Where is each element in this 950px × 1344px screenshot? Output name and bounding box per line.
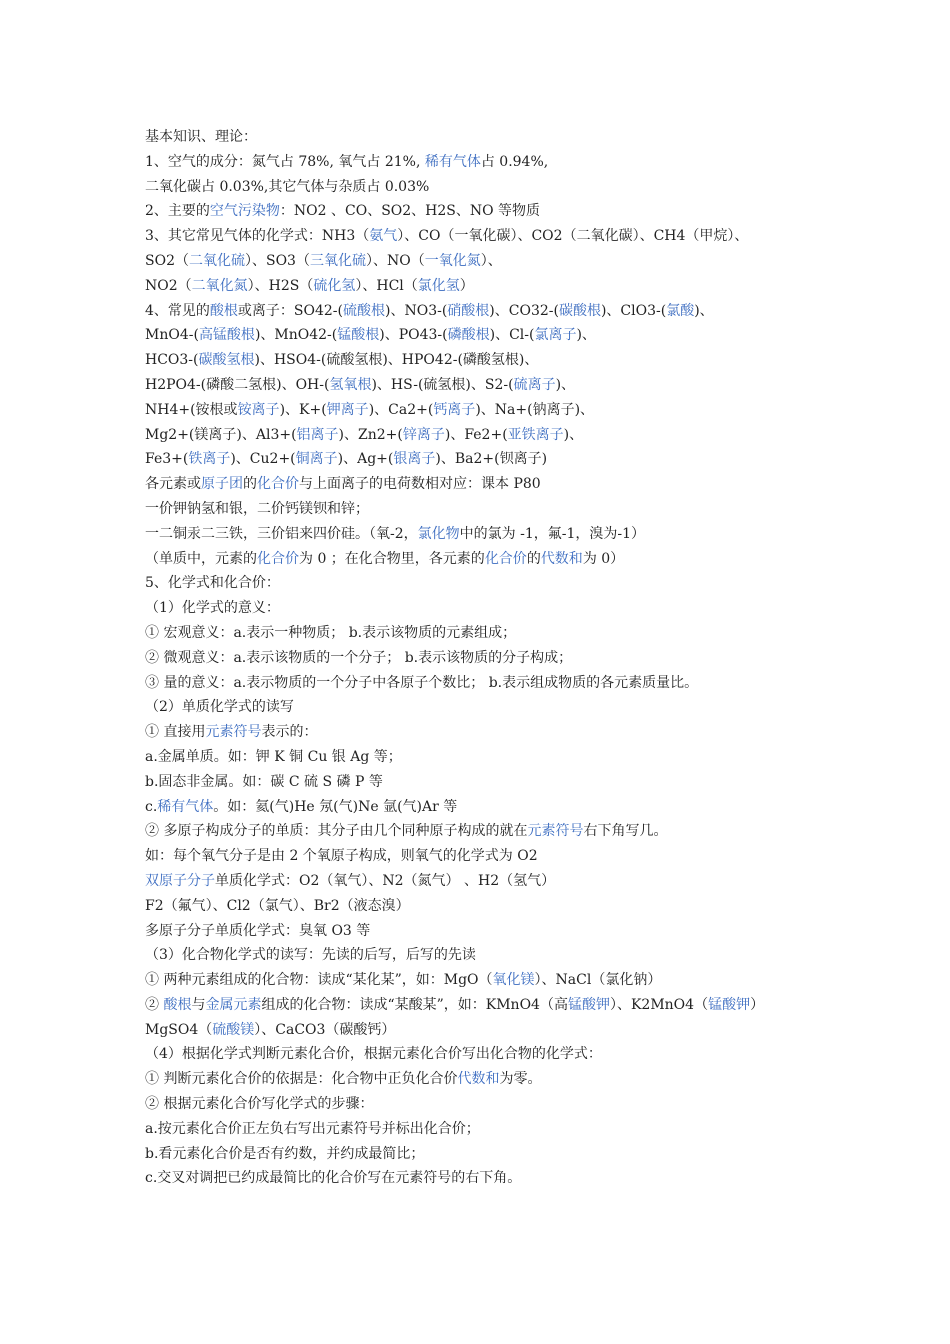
text-segment: )、Ba2+(钡离子) <box>435 451 548 468</box>
text-segment: 基本知识、理论： <box>145 129 257 145</box>
text-segment: 3、其它常见气体的化学式：NH3（ <box>145 228 370 245</box>
text-line <box>145 1067 825 1092</box>
text-segment: 5、化学式和化合价： <box>145 575 280 592</box>
text-segment: 二氧化碳占 0.03%,其它气体与杂质占 0.03% <box>145 178 430 195</box>
text-line <box>145 249 825 274</box>
keyword-link[interactable]: 稀有气体 <box>424 153 481 170</box>
text-segment: c.交叉对调把已约成最简比的化合价写在元素符号的右下角。 <box>145 1170 522 1187</box>
text-segment: ① 宏观意义：a.表示一种物质； b.表示该物质的元素组成； <box>145 624 517 641</box>
keyword-link[interactable]: 氯酸 <box>666 302 695 319</box>
text-line <box>145 745 825 770</box>
keyword-link[interactable]: 碳酸根 <box>558 302 601 319</box>
text-segment: 2、主要的 <box>145 203 210 220</box>
text-line <box>145 844 825 869</box>
text-line <box>145 943 825 968</box>
text-segment: F2（氟气）、Cl2（氯气）、Br2（液态溴） <box>145 897 410 914</box>
keyword-link[interactable]: 空气污染物 <box>209 203 280 220</box>
text-segment: a.按元素化合价正左负右写出元素符号并标出化合价； <box>145 1120 480 1137</box>
text-segment: 与 <box>191 996 206 1013</box>
text-line <box>145 224 825 249</box>
keyword-link[interactable]: 双原子分子 <box>145 872 215 889</box>
text-line <box>145 497 825 522</box>
keyword-link[interactable]: 氯离子 <box>534 327 577 344</box>
text-segment: )、 <box>555 376 576 393</box>
text-segment: 4、常见的 <box>145 302 210 319</box>
text-segment: ）、HCl（ <box>355 277 418 294</box>
text-line <box>145 299 825 324</box>
keyword-link[interactable]: 原子团 <box>201 476 243 493</box>
text-line <box>145 819 825 844</box>
text-segment: ② 微观意义：a.表示该物质的一个分子； b.表示该物质的分子构成； <box>145 649 573 666</box>
text-segment: 占 0.94%, <box>480 153 549 170</box>
text-line <box>145 348 825 373</box>
text-segment: 与上面离子的电荷数相对应：课本 P80 <box>299 476 541 493</box>
text-line <box>145 571 825 596</box>
text-line <box>145 175 825 200</box>
text-line <box>145 869 825 894</box>
text-segment: )、Ca2+( <box>368 401 434 418</box>
text-segment: ② 多原子构成分子的单质：其分子由几个同种原子构成的就在 <box>145 823 528 840</box>
keyword-link[interactable]: 锰酸钾 <box>567 996 610 1013</box>
text-segment: ② <box>145 996 164 1013</box>
text-segment: SO2（ <box>145 252 189 269</box>
text-segment: NO2（ <box>145 277 192 294</box>
text-segment: 表示的： <box>261 724 318 741</box>
keyword-link[interactable]: 酸根 <box>209 302 238 319</box>
keyword-link[interactable]: 锰酸根 <box>337 327 380 344</box>
text-line <box>145 770 825 795</box>
keyword-link[interactable]: 铝离子 <box>296 426 339 443</box>
keyword-link[interactable]: 铁离子 <box>188 451 231 468</box>
keyword-link[interactable]: 硝酸根 <box>447 302 490 319</box>
text-segment: 的 <box>526 550 541 567</box>
text-line <box>145 1018 825 1043</box>
text-segment: ③ 量的意义：a.表示物质的一个分子中各原子个数比； b.表示组成物质的各元素质量比。 <box>145 674 699 691</box>
text-segment: MgSO4（ <box>145 1021 213 1038</box>
text-segment: 中的氯为 -1，氟-1，溴为-1） <box>459 525 646 542</box>
text-line <box>145 274 825 299</box>
text-segment: ）、CaCO3（碳酸钙） <box>254 1021 396 1038</box>
text-segment: ）、NaCl（氯化钠） <box>534 972 662 989</box>
text-segment: ① 两种元素组成的化合物：读成“某化某”，如：MgO（ <box>145 972 493 989</box>
text-line <box>145 646 825 671</box>
text-segment: ）、NO（ <box>365 252 425 269</box>
keyword-link[interactable]: 代数和 <box>457 1071 500 1088</box>
text-segment: )、K+( <box>279 401 327 418</box>
keyword-link[interactable]: 元素符号 <box>205 724 262 741</box>
text-segment: （4）根据化学式判断元素化合价，根据元素化合价写出化合物的化学式： <box>145 1046 602 1063</box>
text-line <box>145 1092 825 1117</box>
keyword-link[interactable]: 化合价 <box>484 550 527 567</box>
keyword-link[interactable]: 硫酸根 <box>343 302 385 319</box>
text-line <box>145 894 825 919</box>
text-segment: ）、CO（一氧化碳）、CO2（二氧化碳）、CH4（甲烷）、 <box>397 228 749 245</box>
text-segment: )、Na+(钠离子)、 <box>475 401 595 418</box>
text-line <box>145 150 825 175</box>
text-segment: 的 <box>243 476 257 493</box>
text-line <box>145 968 825 993</box>
text-segment: 右下角写几。 <box>583 823 668 840</box>
text-segment: ① 直接用 <box>145 724 206 741</box>
text-line <box>145 795 825 820</box>
text-line <box>145 695 825 720</box>
keyword-link[interactable]: 碳酸氢根 <box>198 352 255 369</box>
text-segment: 1、空气的成分：氮气占 78%, 氧气占 21%, <box>145 153 425 170</box>
text-segment: ） <box>459 277 474 294</box>
text-segment: 为 0） <box>582 550 625 567</box>
text-segment: ）、 <box>480 252 502 269</box>
text-line <box>145 199 825 224</box>
text-segment: Mg2+(镁离子)、Al3+( <box>145 426 297 443</box>
text-segment: )、HSO4-(硫酸氢根)、HPO42-(磷酸氢根)、 <box>254 352 539 369</box>
text-line <box>145 1166 825 1191</box>
text-segment: ：NO2 、CO、SO2、H2S、NO 等物质 <box>279 203 541 220</box>
keyword-link[interactable]: 高锰酸根 <box>198 327 255 344</box>
document-body <box>145 125 825 1191</box>
text-segment: )、HS-(硫氢根)、S2-( <box>371 376 514 393</box>
text-segment: 或离子：SO42-( <box>237 302 343 319</box>
text-segment: )、CO32-( <box>489 302 559 319</box>
text-segment: b.固态非金属。如：碳 C 硫 S 磷 P 等 <box>145 773 383 790</box>
keyword-link[interactable]: 钙离子 <box>433 401 476 418</box>
text-segment: HCO3-( <box>145 352 199 369</box>
text-line <box>145 671 825 696</box>
text-segment: 。如：氦(气)He 氖(气)Ne 氩(气)Ar 等 <box>213 798 458 815</box>
keyword-link[interactable]: 酸根 <box>163 996 192 1013</box>
text-line <box>145 125 825 150</box>
text-line <box>145 472 825 497</box>
keyword-link[interactable]: 锰酸钾 <box>708 996 751 1013</box>
text-segment: b.看元素化合价是否有约数，并约成最简比； <box>145 1145 425 1162</box>
text-segment: )、 <box>576 327 596 344</box>
text-line <box>145 398 825 423</box>
keyword-link[interactable]: 元素符号 <box>527 823 584 840</box>
keyword-link[interactable]: 钾离子 <box>326 401 369 418</box>
keyword-link[interactable]: 氯化氢 <box>417 277 460 294</box>
text-segment: a.金属单质。如：钾 K 铜 Cu 银 Ag 等； <box>145 748 402 765</box>
keyword-link[interactable]: 氨气 <box>369 228 398 245</box>
keyword-link[interactable]: 亚铁离子 <box>507 426 564 443</box>
text-segment: )、ClO3-( <box>600 302 667 319</box>
keyword-link[interactable]: 硫酸镁 <box>212 1021 255 1038</box>
text-segment: MnO4-( <box>145 327 199 344</box>
text-line <box>145 373 825 398</box>
keyword-link[interactable]: 二氧化硫 <box>188 252 245 269</box>
text-segment: 组成的化合物：读成“某酸某”，如：KMnO4（高 <box>261 996 568 1013</box>
text-segment: 多原子分子单质化学式：臭氧 O3 等 <box>145 922 371 939</box>
keyword-link[interactable]: 代数和 <box>540 550 583 567</box>
keyword-link[interactable]: 三氧化硫 <box>309 252 366 269</box>
text-line <box>145 1042 825 1067</box>
text-segment: ）、H2S（ <box>247 277 314 294</box>
keyword-link[interactable]: 铵离子 <box>237 401 280 418</box>
text-segment: c. <box>145 798 158 815</box>
text-line <box>145 423 825 448</box>
text-line <box>145 522 825 547</box>
text-segment: （单质中，元素的 <box>145 550 257 567</box>
keyword-link[interactable]: 一氧化氮 <box>424 252 481 269</box>
keyword-link[interactable]: 硫离子 <box>513 376 556 393</box>
text-segment: )、Cl-( <box>489 327 535 344</box>
text-line <box>145 323 825 348</box>
text-line <box>145 919 825 944</box>
text-line <box>145 1142 825 1167</box>
text-segment: )、Fe2+( <box>444 426 508 443</box>
keyword-link[interactable]: 磷酸根 <box>447 327 490 344</box>
text-segment: （3）化合物化学式的读写：先读的后写，后写的先读 <box>145 947 476 964</box>
text-segment: ）、SO3（ <box>244 252 310 269</box>
keyword-link[interactable]: 氯化物 <box>417 525 460 542</box>
text-segment: Fe3+( <box>145 451 189 468</box>
text-line <box>145 1117 825 1142</box>
keyword-link[interactable]: 锌离子 <box>402 426 445 443</box>
text-segment: 为零。 <box>499 1071 542 1088</box>
text-line <box>145 993 825 1018</box>
text-segment: )、MnO42-( <box>254 327 338 344</box>
keyword-link[interactable]: 氧化镁 <box>492 972 535 989</box>
text-line <box>145 547 825 572</box>
text-segment: 一价钾钠氢和银，二价钙镁钡和锌； <box>145 500 369 517</box>
text-line <box>145 720 825 745</box>
text-segment: NH4+(铵根或 <box>145 401 238 418</box>
text-segment: （1）化学式的意义： <box>145 600 280 617</box>
text-segment: 各元素或 <box>145 476 201 493</box>
keyword-link[interactable]: 二氧化氮 <box>191 277 248 294</box>
text-segment: 为 0 ；在化合物里，各元素的 <box>299 550 485 567</box>
text-segment: 一二铜汞二三铁，三价铝来四价硅。（氧-2， <box>145 525 418 542</box>
text-segment: 如：每个氧气分子是由 2 个氧原子构成，则氧气的化学式为 O2 <box>145 848 538 865</box>
text-segment: )、NO3-( <box>385 302 448 319</box>
text-segment: （2）单质化学式的读写 <box>145 699 294 716</box>
keyword-link[interactable]: 氢氧根 <box>329 376 372 393</box>
text-segment: )、 <box>694 302 714 319</box>
keyword-link[interactable]: 金属元素 <box>205 996 262 1013</box>
keyword-link[interactable]: 银离子 <box>393 451 436 468</box>
keyword-link[interactable]: 稀有气体 <box>157 798 214 815</box>
text-segment: H2PO4-(磷酸二氢根)、OH-( <box>145 376 330 393</box>
text-segment: )、 <box>563 426 584 443</box>
text-line <box>145 447 825 472</box>
text-segment: )、PO43-( <box>379 327 448 344</box>
text-segment: ② 根据元素化合价写化学式的步骤： <box>145 1096 374 1113</box>
keyword-link[interactable]: 硫化氢 <box>313 277 356 294</box>
text-segment: 单质化学式：O2（氧气）、N2（氮气） 、H2（氢气） <box>215 872 556 889</box>
text-segment: ）、K2MnO4（ <box>609 996 709 1013</box>
text-line <box>145 596 825 621</box>
keyword-link[interactable]: 铜离子 <box>295 451 338 468</box>
keyword-link[interactable]: 化合价 <box>257 550 299 567</box>
text-segment: ① 判断元素化合价的依据是：化合物中正负化合价 <box>145 1071 458 1088</box>
text-segment: ） <box>750 996 765 1013</box>
text-line <box>145 621 825 646</box>
keyword-link[interactable]: 化合价 <box>257 476 299 493</box>
text-segment: )、Zn2+( <box>338 426 403 443</box>
text-segment: )、Ag+( <box>337 451 394 468</box>
text-segment: )、Cu2+( <box>230 451 296 468</box>
